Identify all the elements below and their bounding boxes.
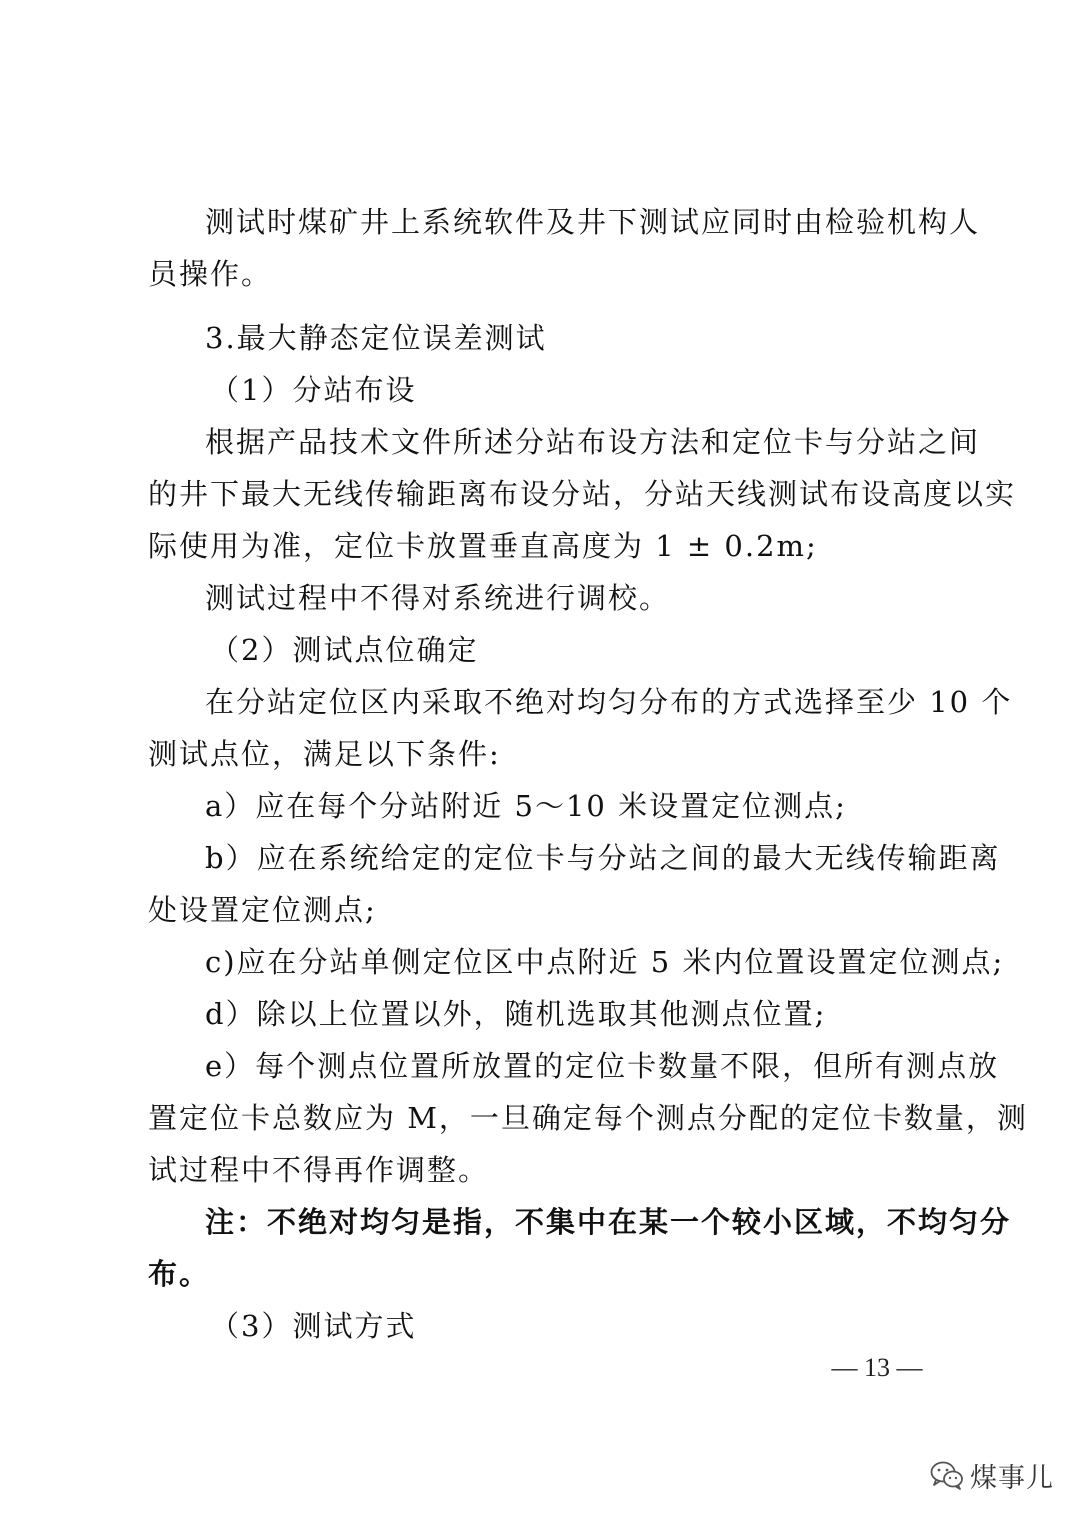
subsection-heading: （2）测试点位确定 [210, 633, 479, 667]
list-item: c)应在分站单侧定位区中点附近 5 米内位置设置定位测点; [205, 945, 1005, 979]
list-item: a）应在每个分站附近 5～10 米设置定位测点; [205, 789, 847, 823]
watermark [930, 1455, 1054, 1495]
paragraph-line: 测试过程中不得对系统进行调校。 [205, 581, 671, 615]
subsection-heading: （1）分站布设 [210, 373, 417, 407]
list-item-continuation: 处设置定位测点; [148, 893, 377, 927]
paragraph-line: 测试点位，满足以下条件: [148, 737, 501, 771]
paragraph-line: 根据产品技术文件所述分站布设方法和定位卡与分站之间 [205, 425, 981, 459]
list-item: b）应在系统给定的定位卡与分站之间的最大无线传输距离 [205, 841, 1001, 875]
note-line: 布。 [148, 1257, 211, 1291]
list-item: d）除以上位置以外，随机选取其他测点位置; [205, 997, 827, 1031]
paragraph-line: 测试时煤矿井上系统软件及井下测试应同时由检验机构人 [205, 205, 981, 239]
wechat-icon [930, 1460, 964, 1490]
list-item-continuation: 置定位卡总数应为 M，一旦确定每个测点分配的定位卡数量，测 [148, 1101, 1028, 1135]
subsection-heading: （3）测试方式 [210, 1309, 417, 1343]
note-line: 注：不绝对均匀是指，不集中在某一个较小区域，不均匀分 [205, 1205, 1012, 1239]
paragraph-line: 的井下最大无线传输距离布设分站，分站天线测试布设高度以实 [148, 477, 1017, 511]
list-item: e）每个测点位置所放置的定位卡数量不限，但所有测点放 [205, 1049, 1000, 1083]
paragraph-line: 际使用为准，定位卡放置垂直高度为 1 ± 0.2m; [148, 529, 818, 563]
page-number: — 13 — [831, 1353, 923, 1382]
paragraph-line: 员操作。 [148, 257, 273, 291]
paragraph-line: 在分站定位区内采取不绝对均匀分布的方式选择至少 10 个 [205, 685, 1013, 719]
section-heading: 3.最大静态定位误差测试 [205, 321, 547, 355]
list-item-continuation: 试过程中不得再作调整。 [148, 1153, 490, 1187]
watermark-text: 煤事儿 [970, 1462, 1054, 1494]
